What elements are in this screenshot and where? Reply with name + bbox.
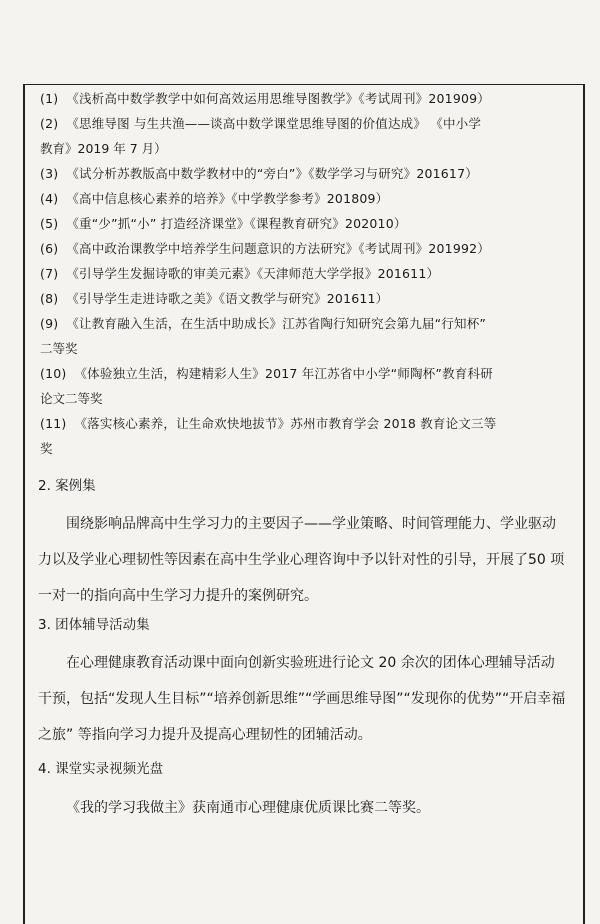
item-text: 《高中政治课教学中培养学生问题意识的方法研究》《考试周刊》201992） (66, 241, 490, 256)
item-continuation: 教育》2019 年 7 月） (40, 141, 167, 156)
item-text: 《试分析苏教版高中数学教材中的“旁白”》《数学学习与研究》201617） (66, 166, 478, 181)
list-item (40, 411, 560, 437)
list-item (40, 111, 560, 137)
item-text: 《落实核心素养，让生命欢快地拔节》苏州市教育学会 2018 教育论文三等 (74, 416, 497, 431)
item-number: (4) (40, 191, 59, 206)
list-item (40, 361, 560, 387)
section-text-video: 《我的学习我做主》获南通市心理健康优质课比赛二等奖。 (66, 800, 430, 816)
item-text: 《让教育融入生活，在生活中助成长》江苏省陶行知研究会第九届“行知杯” (66, 316, 487, 331)
list-item (40, 211, 560, 237)
section-text-group-activities: 在心理健康教育活动课中面向创新实验班进行论文 20 余次的团体心理辅导活动干预，包括“发现人生目标”“培养创新思维”“学画思维导图”“发现你的优势”“开启幸福之旅” 等指向学习力提升及提高心理韧性的团辅活动。 (38, 655, 566, 743)
item-number: (11) (40, 416, 67, 431)
section-heading-video: 4. 课堂实录视频光盘 (38, 761, 164, 777)
item-text: 《引导学生走进诗歌之美》《语文教学与研究》201611） (66, 291, 389, 306)
item-text: 《引导学生发掘诗歌的审美元素》《天津师范大学学报》201611） (66, 266, 440, 281)
item-text: 《重“少”抓“小” 打造经济课堂》《课程教育研究》202010） (66, 216, 407, 231)
item-number: (9) (40, 316, 59, 331)
item-text: 《浅析高中数学教学中如何高效运用思维导图教学》《考试周刊》201909） (66, 91, 490, 106)
item-number: (5) (40, 216, 59, 231)
list-item (40, 186, 560, 212)
section-heading-group-activities: 3. 团体辅导活动集 (38, 617, 150, 633)
list-item (40, 236, 560, 262)
list-item (40, 286, 560, 312)
item-continuation: 二等奖 (40, 341, 78, 356)
section-heading-cases: 2. 案例集 (38, 478, 96, 494)
item-continuation: 奖 (40, 441, 53, 456)
item-number: (1) (40, 91, 59, 106)
item-number: (10) (40, 366, 67, 381)
section-text-cases: 围绕影响品牌高中生学习力的主要因子——学业策略、时间管理能力、学业驱动力以及学业心理韧性等因素在高中生学业心理咨询中予以针对性的引导，开展了50 项一对一的指向高中生学习力提升的案例研究。 (38, 516, 565, 604)
item-number: (7) (40, 266, 59, 281)
item-number: (2) (40, 116, 59, 131)
list-item (40, 311, 560, 337)
item-number: (8) (40, 291, 59, 306)
item-number: (6) (40, 241, 59, 256)
item-number: (3) (40, 166, 59, 181)
item-text: 《思维导图 与生共渔——谈高中数学课堂思维导图的价值达成》 《中小学 (66, 116, 482, 131)
item-continuation: 论文二等奖 (40, 391, 103, 406)
item-text: 《高中信息核心素养的培养》《中学教学参考》201809） (66, 191, 389, 206)
list-item (40, 161, 560, 187)
list-item (40, 261, 560, 287)
item-text: 《体验独立生活，构建精彩人生》2017 年江苏省中小学“师陶杯”教育科研 (74, 366, 493, 381)
list-item (40, 86, 560, 112)
